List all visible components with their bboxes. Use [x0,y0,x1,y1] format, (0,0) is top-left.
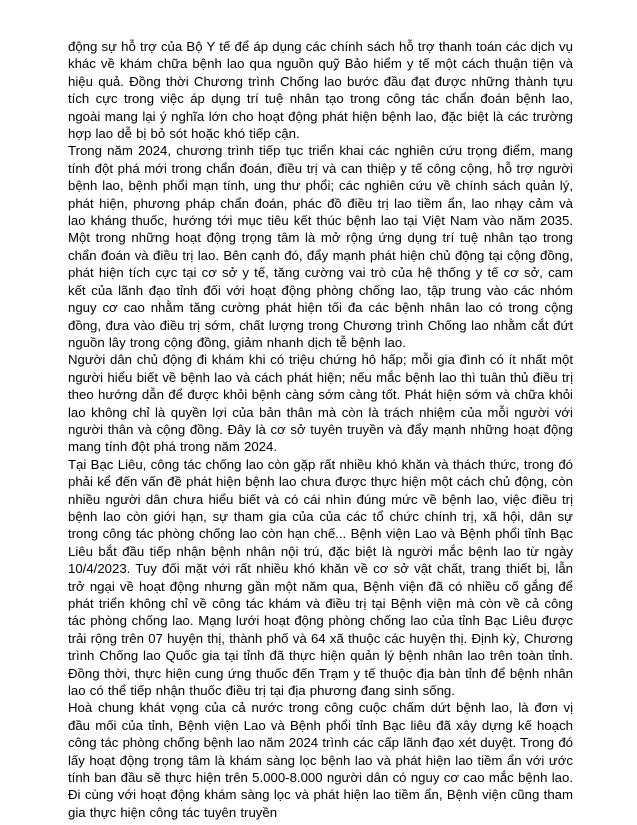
paragraph-4: Tại Bạc Liêu, công tác chống lao còn gặp rất nhiều khó khăn và thách thức, trong đó phải kể đến vấn đề phát hiện bệnh lao chưa được thực hiện một cách chủ động, còn nhiều người dân chưa hiểu biết và có cái nhìn đúng mức về bệnh lao, việc điều trị bệnh lao còn giới hạn, sự tham gia của của các tổ chức chính trị, xã hội, dân sự trong công tác phòng chống lao còn hạn chế... Bệnh viện Lao và Bệnh phổi tỉnh Bạc Liêu bắt đầu tiếp nhận bệnh nhân nội trú, đặc biệt là người mắc bệnh lao từ ngày 10/4/2023. Tuy đối mặt với rất nhiều khó khăn về cơ sở vật chất, trang thiết bị, lẫn trở ngại về hoạt động nhưng gần một năm qua, Bệnh viện đã có nhiều cố gắng để phát triển không chỉ về công tác khám và điều trị tại Bệnh viện mà còn về cả công tác phòng chống lao. Mạng lưới hoạt động phòng chống lao của tỉnh Bạc Liêu được trải rộng trên 07 huyện thị, thành phố và 64 xã thuộc các huyện thị. Định kỳ, Chương trình Chống lao Quốc gia tại tỉnh đã thực hiện quản lý bệnh nhân lao trên toàn tỉnh. Đồng thời, thực hiện cung ứng thuốc đến Trạm y tế thuộc địa bàn tỉnh để bệnh nhân lao có thể tiếp nhận thuốc điều trị tại địa phương đang sinh sống. [68,456,573,699]
paragraph-2: Trong năm 2024, chương trình tiếp tục triển khai các nghiên cứu trọng điểm, mang tính đột phá mới trong chẩn đoán, điều trị và can thiệp y tế công cộng, hỗ trợ người bệnh lao, bệnh phổi mạn tính, ung thư phổi; các nghiên cứu về chính sách quản lý, phát hiện, phương pháp chẩn đoán, phác đồ điều trị lao tiềm ẩn, lao nhạy cảm và lao kháng thuốc, hướng tới mục tiêu kết thúc bệnh lao tại Việt Nam vào năm 2035. Một trong những hoạt động trọng tâm là mở rộng ứng dụng trí tuệ nhân tạo trong chẩn đoán và điều trị lao. Bên cạnh đó, đẩy mạnh phát hiện chủ động tại cộng đồng, phát hiện tích cực tại cơ sở y tế, tăng cường vai trò của hệ thống y tế cơ sở, cam kết của lãnh đạo tỉnh đối với hoạt động phòng chống lao, tập trung vào các nhóm nguy cơ cao nhằm tăng cường phát hiện tối đa các bệnh nhân lao có trong cộng đồng, đưa vào điều trị sớm, chất lượng trong Chương trình Chống lao nhằm cắt đứt nguồn lây trong cộng đồng, giảm nhanh dịch tễ bệnh lao. [68,143,573,350]
document-text-block [68,38,573,821]
paragraph-3: Người dân chủ động đi khám khi có triệu chứng hô hấp; mỗi gia đình có ít nhất một người hiểu biết về bệnh lao và cách phát hiện; nếu mắc bệnh lao thì tuân thủ điều trị theo hướng dẫn để được khỏi bệnh càng sớm càng tốt. Phát hiện sớm và chữa khỏi lao không chỉ là quyền lợi của bản thân mà còn là trách nhiệm của mỗi người với người thân và cộng đồng. Đây là cơ sở tuyên truyền và đẩy mạnh những hoạt động mang tính đột phá trong năm 2024. [68,352,573,455]
paragraph-5: Hoà chung khát vọng của cả nước trong công cuộc chấm dứt bệnh lao, là đơn vị đầu mối của tỉnh, Bệnh viện Lao và Bệnh phổi tỉnh Bạc liêu đã xây dựng kế hoạch công tác phòng chống bệnh lao năm 2024 trình các cấp lãnh đạo xét duyệt. Trong đó lấy hoạt động trọng tâm là khám sàng lọc bệnh lao và phát hiện lao tiềm ẩn với ước tính ban đầu sẽ thực hiện trên 5.000-8.000 người dân có nguy cơ cao mắc bệnh lao. Đi cùng với hoạt động khám sàng lọc và phát hiện lao tiềm ẩn, Bệnh viện cũng tham gia thực hiện công tác tuyên truyền [68,700,573,820]
paragraph-1: động sự hỗ trợ của Bộ Y tế để áp dụng các chính sách hỗ trợ thanh toán các dịch vụ khác về khám chữa bệnh lao qua nguồn quỹ Bảo hiểm y tế một cách thuận tiện và hiệu quả. Đồng thời Chương trình Chống lao bước đầu đạt được những thành tựu tích cực trong việc áp dụng trí tuệ nhân tạo trong công tác chẩn đoán bệnh lao, ngoài mang lại ý nghĩa lớn cho hoạt động phát hiện bệnh lao, đặc biệt là các trường hợp lao dễ bị bỏ sót hoặc khó tiếp cận. [68,39,573,142]
